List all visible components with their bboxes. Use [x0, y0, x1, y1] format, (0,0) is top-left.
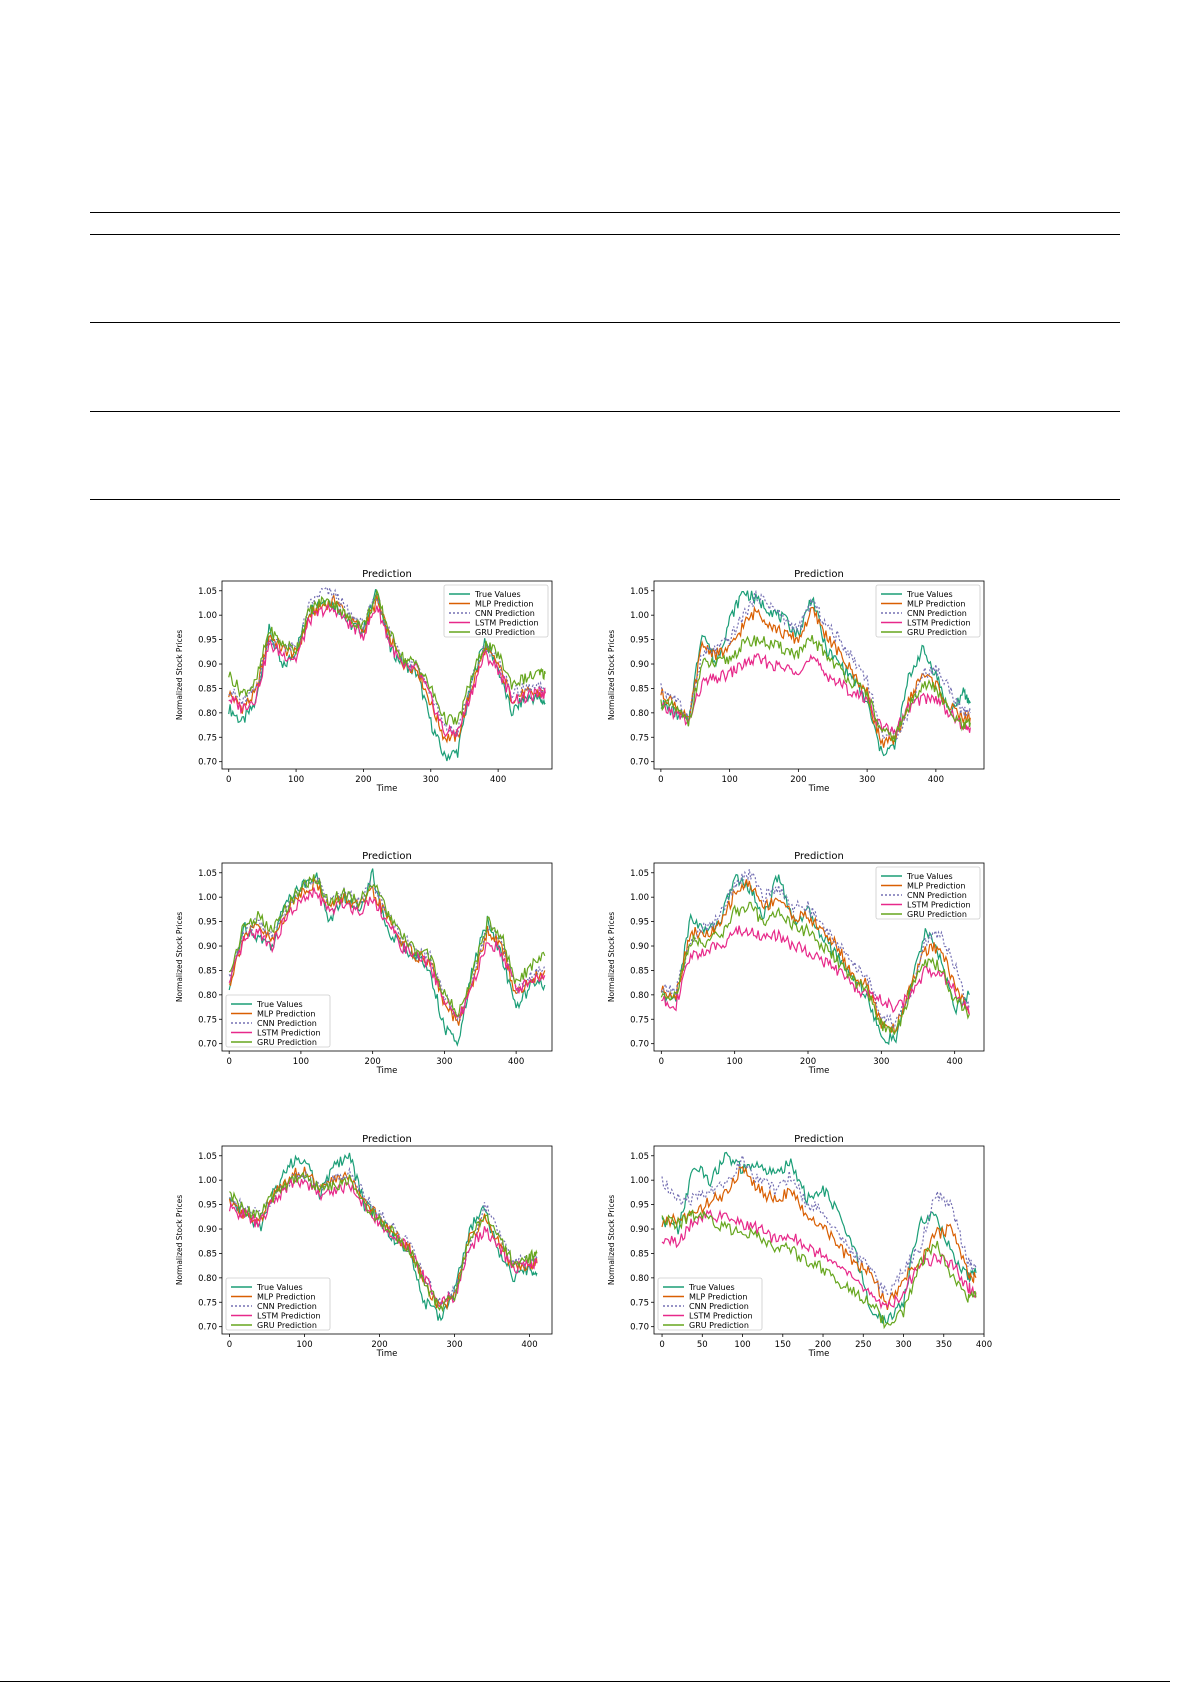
y-tick-label: 0.95 — [630, 635, 649, 646]
legend-label: GRU Prediction — [257, 1321, 317, 1330]
legend-label: MLP Prediction — [475, 599, 534, 609]
y-tick-label: 0.95 — [198, 635, 217, 646]
legend-label: LSTM Prediction — [257, 1028, 321, 1038]
y-tick-label: 1.00 — [630, 893, 649, 904]
y-tick-label: 0.70 — [630, 757, 649, 768]
y-tick-label: 0.85 — [198, 1249, 217, 1260]
y-tick-label: 0.95 — [198, 917, 217, 928]
x-tick-label: 300 — [873, 1057, 890, 1067]
y-tick-label: 0.85 — [630, 684, 649, 695]
y-tick-label: 0.95 — [198, 1200, 217, 1211]
chart-title: Prediction — [362, 569, 412, 580]
prediction-chart-1 — [172, 568, 562, 818]
chart-svg — [604, 850, 994, 1100]
y-tick-label: 0.80 — [198, 1273, 217, 1284]
x-tick-label: 200 — [814, 1340, 832, 1350]
table-bottom-rule — [90, 499, 1120, 500]
x-tick-label: 0 — [226, 1057, 232, 1067]
x-tick-label: 400 — [927, 775, 944, 785]
legend-label: MLP Prediction — [257, 1009, 316, 1019]
y-tick-label: 1.05 — [630, 586, 649, 597]
x-tick-label: 100 — [287, 775, 305, 785]
legend-label: MLP Prediction — [907, 599, 966, 609]
table-row-rule — [90, 322, 1120, 323]
x-axis-label: Time — [808, 784, 830, 794]
legend-label: CNN Prediction — [257, 1019, 317, 1028]
y-axis-label: Normalized Stock Prices — [175, 911, 184, 1003]
y-tick-label: 1.00 — [630, 611, 649, 622]
y-tick-label: 0.75 — [630, 1015, 649, 1026]
y-tick-label: 0.85 — [198, 684, 217, 695]
x-tick-label: 0 — [659, 1340, 665, 1350]
chart-title: Prediction — [362, 1134, 412, 1145]
y-tick-label: 0.85 — [630, 966, 649, 977]
legend — [876, 585, 980, 637]
x-tick-label: 100 — [726, 1057, 743, 1067]
y-tick-label: 0.80 — [198, 708, 217, 719]
legend-label: True Values — [257, 1283, 303, 1292]
y-tick-label: 1.00 — [630, 1176, 649, 1187]
y-tick-label: 0.75 — [630, 1298, 649, 1309]
y-tick-label: 1.05 — [198, 868, 217, 879]
legend-label: LSTM Prediction — [907, 900, 971, 910]
legend-label: LSTM Prediction — [907, 618, 971, 628]
y-tick-label: 1.05 — [198, 1151, 217, 1162]
x-axis-label: Time — [808, 1349, 830, 1359]
chart-title: Prediction — [794, 1134, 844, 1145]
y-tick-label: 0.75 — [198, 1015, 217, 1026]
y-tick-label: 0.75 — [198, 733, 217, 744]
prediction-chart-4 — [604, 850, 994, 1100]
legend-label: CNN Prediction — [257, 1302, 317, 1311]
y-tick-label: 0.75 — [198, 1298, 217, 1309]
chart-title: Prediction — [794, 569, 844, 580]
legend-label: LSTM Prediction — [475, 618, 539, 628]
y-tick-label: 0.90 — [630, 1225, 649, 1236]
y-tick-label: 0.80 — [630, 708, 649, 719]
legend-label: CNN Prediction — [689, 1302, 749, 1311]
x-tick-label: 0 — [658, 775, 664, 785]
y-tick-label: 1.00 — [198, 893, 217, 904]
y-axis-label: Normalized Stock Prices — [607, 629, 616, 721]
y-tick-label: 0.90 — [630, 660, 649, 671]
y-tick-label: 0.90 — [198, 942, 217, 953]
x-axis-label: Time — [376, 784, 398, 794]
y-tick-label: 0.95 — [630, 917, 649, 928]
x-tick-label: 0 — [226, 775, 232, 785]
x-tick-label: 150 — [774, 1340, 791, 1350]
x-tick-label: 100 — [296, 1340, 313, 1350]
legend — [658, 1278, 762, 1330]
table-row-rule — [90, 411, 1120, 412]
prediction-chart-5 — [172, 1133, 562, 1383]
chart-title: Prediction — [362, 851, 412, 862]
y-tick-label: 0.95 — [630, 1200, 649, 1211]
y-tick-label: 0.75 — [630, 733, 649, 744]
legend — [876, 867, 980, 919]
legend — [444, 585, 548, 637]
x-axis-label: Time — [376, 1349, 398, 1359]
legend-label: True Values — [907, 872, 953, 881]
legend-label: MLP Prediction — [257, 1292, 316, 1302]
x-tick-label: 350 — [935, 1340, 952, 1350]
y-tick-label: 1.05 — [630, 868, 649, 879]
legend-label: GRU Prediction — [257, 1038, 317, 1047]
x-tick-label: 0 — [658, 1057, 665, 1067]
x-tick-label: 200 — [371, 1340, 388, 1350]
legend-label: GRU Prediction — [689, 1321, 749, 1330]
legend-label: True Values — [689, 1283, 735, 1292]
legend-label: GRU Prediction — [475, 628, 535, 637]
chart-title: Prediction — [794, 851, 844, 862]
table-top-rule — [90, 212, 1120, 213]
legend-label: GRU Prediction — [907, 628, 967, 637]
y-tick-label: 0.80 — [630, 1273, 649, 1284]
x-tick-label: 400 — [508, 1057, 525, 1067]
chart-svg — [604, 1133, 994, 1383]
x-tick-label: 400 — [946, 1057, 963, 1067]
legend-label: LSTM Prediction — [257, 1311, 321, 1321]
legend-label: MLP Prediction — [907, 881, 966, 891]
y-tick-label: 0.85 — [198, 966, 217, 977]
footer-rule — [0, 1681, 1170, 1682]
y-axis-label: Normalized Stock Prices — [607, 1194, 616, 1286]
x-tick-label: 200 — [799, 1057, 817, 1067]
y-tick-label: 1.00 — [198, 1176, 217, 1187]
chart-svg — [172, 850, 562, 1100]
chart-svg — [604, 568, 994, 818]
y-axis-label: Normalized Stock Prices — [175, 1194, 184, 1286]
x-tick-label: 300 — [436, 1057, 453, 1067]
x-tick-label: 400 — [521, 1340, 538, 1350]
legend-label: MLP Prediction — [689, 1292, 748, 1302]
legend-label: CNN Prediction — [907, 891, 967, 900]
table-header-rule — [90, 234, 1120, 235]
y-tick-label: 0.80 — [630, 990, 649, 1001]
y-tick-label: 1.00 — [198, 611, 217, 622]
y-tick-label: 0.90 — [630, 942, 649, 953]
x-tick-label: 250 — [855, 1340, 872, 1350]
x-tick-label: 100 — [721, 775, 738, 785]
y-tick-label: 0.85 — [630, 1249, 649, 1260]
x-tick-label: 50 — [696, 1340, 708, 1350]
x-tick-label: 300 — [422, 775, 439, 785]
y-tick-label: 1.05 — [198, 586, 217, 597]
y-tick-label: 0.70 — [198, 1039, 217, 1050]
x-tick-label: 300 — [895, 1340, 912, 1350]
y-tick-label: 0.90 — [198, 1225, 217, 1236]
y-tick-label: 0.70 — [630, 1322, 649, 1333]
legend-label: True Values — [475, 590, 521, 599]
prediction-chart-3 — [172, 850, 562, 1100]
x-axis-label: Time — [376, 1066, 398, 1076]
legend-label: GRU Prediction — [907, 910, 967, 919]
y-tick-label: 0.70 — [198, 757, 217, 768]
prediction-chart-6 — [604, 1133, 994, 1383]
x-tick-label: 200 — [364, 1057, 381, 1067]
legend-label: True Values — [257, 1000, 303, 1009]
x-tick-label: 400 — [490, 775, 507, 785]
x-tick-label: 300 — [446, 1340, 463, 1350]
y-tick-label: 1.05 — [630, 1151, 649, 1162]
y-tick-label: 0.90 — [198, 660, 217, 671]
chart-svg — [172, 568, 562, 818]
legend — [226, 1278, 330, 1330]
x-tick-label: 200 — [355, 775, 372, 785]
x-tick-label: 100 — [734, 1340, 751, 1350]
y-axis-label: Normalized Stock Prices — [607, 911, 616, 1003]
legend-label: True Values — [907, 590, 953, 599]
y-tick-label: 0.70 — [630, 1039, 649, 1050]
x-tick-label: 100 — [292, 1057, 310, 1067]
x-tick-label: 400 — [975, 1340, 993, 1350]
legend-label: CNN Prediction — [907, 609, 967, 618]
y-tick-label: 0.80 — [198, 990, 217, 1001]
chart-svg — [172, 1133, 562, 1383]
x-axis-label: Time — [808, 1066, 830, 1076]
legend-label: CNN Prediction — [475, 609, 535, 618]
y-axis-label: Normalized Stock Prices — [175, 629, 184, 721]
y-tick-label: 0.70 — [198, 1322, 217, 1333]
x-tick-label: 300 — [859, 775, 876, 785]
legend — [226, 995, 330, 1047]
x-tick-label: 0 — [226, 1340, 233, 1350]
legend-label: LSTM Prediction — [689, 1311, 753, 1321]
prediction-chart-2 — [604, 568, 994, 818]
x-tick-label: 200 — [790, 775, 807, 785]
